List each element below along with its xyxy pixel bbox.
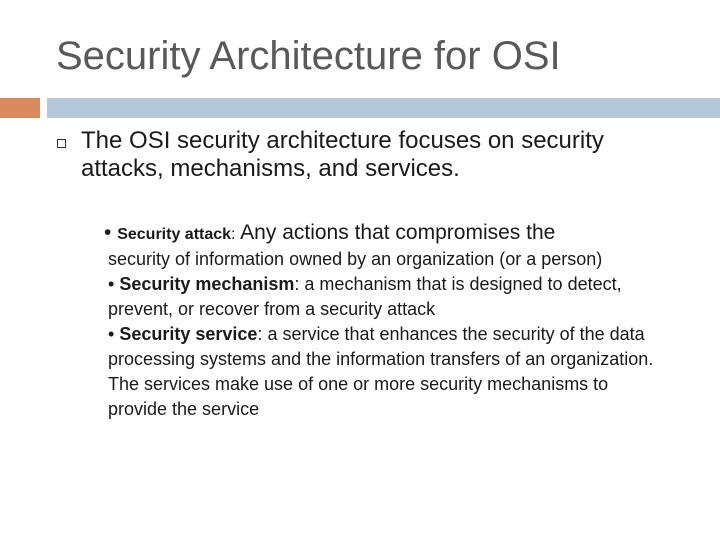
sub-bullet-security-attack-lead: [104, 220, 668, 247]
sub-bullet-text: a service that enhances the security of the data processing systems and the information transfers of an organization. The services make use of one or more security mechanisms to provide the service: [108, 324, 654, 419]
term-security-mechanism: Security mechanism: [119, 274, 295, 294]
main-bullet-text: The OSI security architecture focuses on security attacks, mechanisms, and services.: [81, 127, 604, 182]
accent-bar-blue: [47, 98, 720, 118]
accent-bar-orange: [0, 98, 40, 118]
term-security-service: Security service: [119, 324, 258, 344]
term-separator: :: [294, 274, 300, 294]
sub-bullet-security-service: [108, 322, 668, 422]
slide-title: Security Architecture for OSI: [56, 34, 561, 78]
term-separator: :: [231, 226, 236, 243]
sub-bullet-security-mechanism: [108, 272, 668, 322]
sub-bullet-list: [104, 220, 668, 422]
sub-bullet-marker: •: [104, 221, 112, 244]
term-separator: :: [257, 324, 263, 344]
hollow-square-bullet-icon: [57, 139, 66, 148]
sub-bullet-text: a mechanism that is designed to detect, prevent, or recover from a security attack: [108, 274, 622, 319]
term-security-attack: Security attack: [117, 226, 232, 243]
sub-bullet-marker: •: [108, 324, 115, 344]
sub-bullet-security-attack-rest: security of information owned by an organization (or a person): [108, 249, 603, 269]
sub-bullet-marker: •: [108, 274, 115, 294]
sub-bullet-text-lead: Any actions that compromises the: [235, 221, 556, 244]
